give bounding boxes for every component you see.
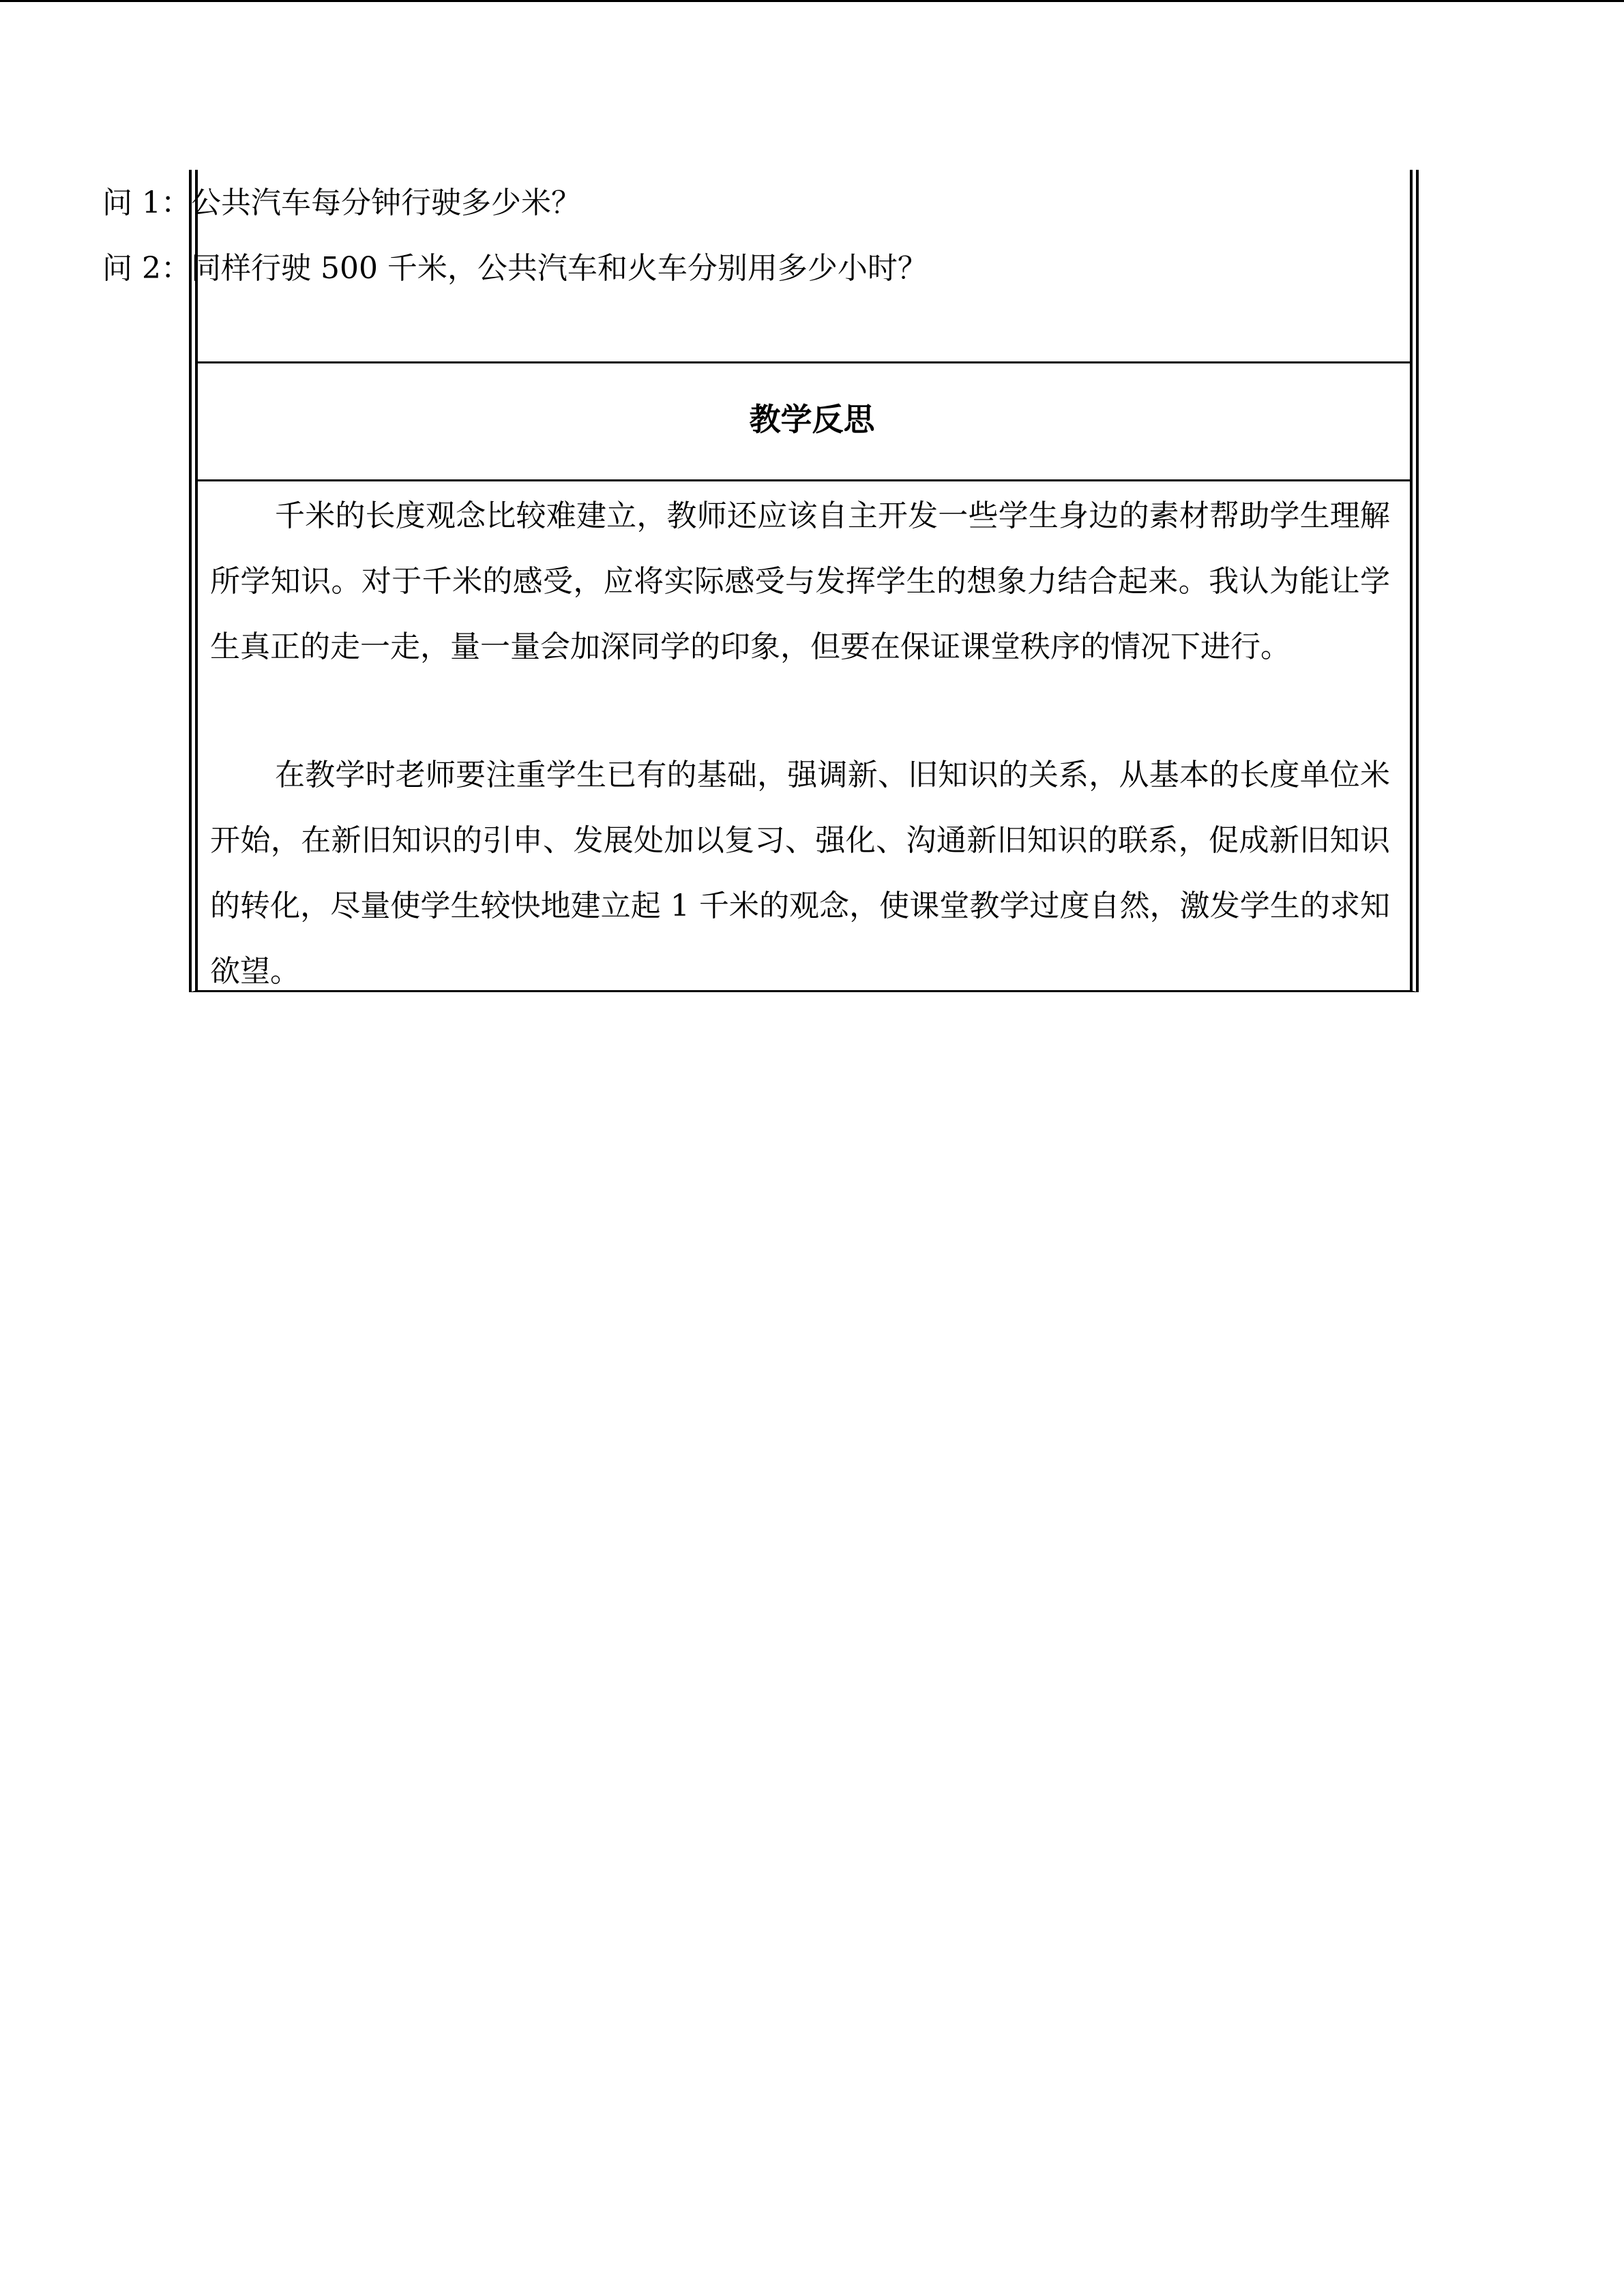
question-2: 问 2：同样行驶 500 千米，公共汽车和火车分别用多少小时？: [102, 251, 928, 286]
reflection-heading: 教学反思: [749, 401, 875, 438]
reflection-paragraph-2: 在教学时老师要注重学生已有的基础，强调新、旧知识的关系，从基本的长度单位米开始，在新旧知识的引申、发展处加以复习、强化、沟通新旧知识的联系，促成新旧知识的转化，尽量使学生较快地建立起 1 千米的观念，使课堂教学过度自然，激发学生的求知欲望。: [210, 758, 1390, 989]
reflection-paragraph-1: 千米的长度观念比较难建立，教师还应该自主开发一些学生身边的素材帮助学生理解所学知识。对于千米的感受，应将实际感受与发挥学生的想象力结合起来。我认为能让学生真正的走一走，量一量会加深同学的印象，但要在保证课堂秩序的情况下进行。: [210, 498, 1390, 664]
page-top-border: [0, 0, 1624, 2]
question-1: 问 1：公共汽车每分钟行驶多少米？: [102, 185, 581, 220]
